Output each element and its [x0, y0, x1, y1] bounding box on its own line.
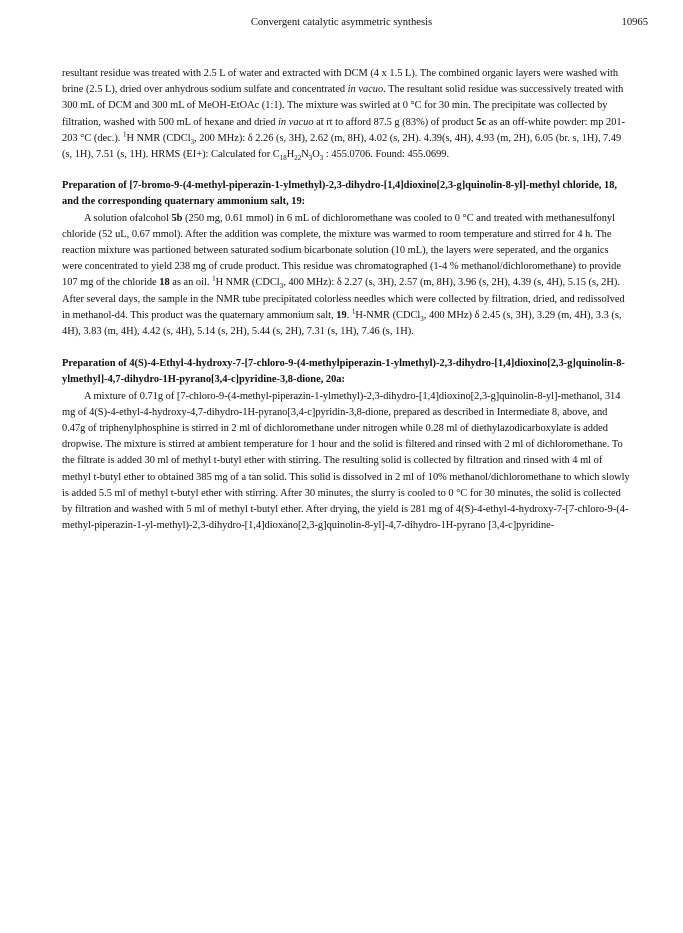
paragraph-salt-19: After several days, the sample in the NMR tube precipitated colorless needles which were collected by filtration, dried, and redissolved in methanol-d4. This product was the quaternary ammonium salt, 19. $^1$H-NMR (CDCl$_3$, 400 MHz) δ 2.45 (s, 3H), 3.29 (m, 4H), 3.3 (s, 4H), 3.83 (m, 4H), 4.42 (s, 4H), 5.14 (s, 2H), 5.44 (s, 2H), 7.31 (s, 1H), 7.46 (s, 1H).: [62, 293, 625, 338]
running-header: [0, 17, 683, 31]
section-heading-18: Preparation of [7-bromo-9-(4-methyl-piperazin-1-ylmethyl)-2,3-dihydro-[1,4]dioxino[2,3-g]quinolin-8-yl]-methyl chloride, 18,: [62, 180, 617, 192]
section-heading-20a: Preparation of 4(S)-4-Ethyl-4-hydroxy-7-[7-chloro-9-(4-methylpiperazin-1-ylmethyl)-2,3-dihydro-[1,4]dioxino[2,3-g]quinolin-8-ylmethyl]-4,7-dihydro-1H-pyrano[3,4-c]pyridine-3,8-dione, 20a:: [62, 358, 625, 386]
paragraph-chloride-18: A solution ofalcohol 5b (250 mg, 0.61 mmol) in 6 mL of dichloromethane was cooled to 0 °C and treated with methanesulfonyl chloride (52 uL, 0.67 mmol). After the addition was complete, the mixture was warmed to room temperature and stirred for 4 h. The reaction mixture was partioned between saturated sodium bicarbonate solution (10 mL), the layers were seperated, and the organics were concentrated to yield 238 mg of crude product. This residue was chromatographed (1-4 % methanol/dichloromethane) to provide 107 mg of the chloride 18 as an oil. $^1$H NMR (CDCl$_3$, 400 MHz): δ 2.27 (s, 3H), 2.57 (m, 8H), 3.96 (s, 2H), 4.39 (s, 4H), 5.15 (s, 2H).: [62, 212, 621, 291]
paragraph-compound-20a: A mixture of 0.71g of [7-chloro-9-(4-methyl-piperazin-1-ylmethyl)-2,3-dihydro-[1,4]dioxino[2,3-g]quinolin-8-yl]-methanol, 314 mg of 4(S)-4-ethyl-4-hydroxy-4,7-dihydro-1H-pyrano[3,4-c]pyridin-3,8-dione, prepared as described in Intermediate 8, above, and 0.47g of triphenylphosphine is stirred in 2 ml of dichloromethane under nitrogen while 0.28 ml of diethylazodicarboxylate is added dropwise. The mixture is stirred at ambient temperature for 1 hour and the solid is filtered and rinsed with 2 ml of dichloromethane. To the filtrate is added 30 ml of methyl t-butyl ether with stirring. The resulting solid is collected by filtration and rinsed with 4 ml of methyl t-butyl ether to obtained 385 mg of a tan solid. This solid is dissolved in 2 ml of 10% methanol/dichloromethane to which slowly is added 5.5 ml of methyl t-butyl ether with stirring. After 30 minutes, the slurry is cooled to 0 °C for 30 minutes, the solid is collected by filtration and washed with 5 ml of methyl t-butyl ether. After drying, the yield is 281 mg of 4(S)-4-ethyl-4-hydroxy-7-[7-chloro-9-(4-methyl-piperazin-1-yl-methyl)-2,3-dihydro-[1,4]dioxano[2,3-g]quinolin-8-yl]-4,7-dihydro-1H-pyrano [3,4-c]pyridine-: [62, 390, 630, 532]
document-body: [62, 66, 630, 534]
paragraph-product-5c: resultant residue was treated with 2.5 L of water and extracted with DCM (4 x 1.5 L). The combined organic layers were washed with brine (2.5 L), dried over anhydrous sodium sulfate and concentrated in vacuo. The resultant solid residue was successively treated with 300 mL of DCM and 300 mL of MeOH-EtOAc (1:1). The mixture was swirled at 0 °C for 30 min. The precipitate was collected by filtration, washed with 500 mL of hexane and dried in vacuo at rt to afford 87.5 g (83%) of product 5c as an off-white powder: mp 201-203 °C (dec.). $^1$H NMR (CDCl$_3$, 200 MHz): δ 2.26 (s, 3H), 2.62 (m, 8H), 4.02 (s, 2H). 4.39(s, 4H), 4.93 (m, 2H), 6.05 (br. s, 1H), 7.49 (s, 1H), 7.51 (s, 1H). HRMS (EI+): Calculated for $C_{18}H_{22}N_3O_3$ : 455.0706. Found: 455.0699.: [62, 68, 626, 163]
section-subheading-19: and the corresponding quaternary ammonium salt, 19:: [62, 196, 306, 208]
page-number: 10965: [621, 17, 648, 28]
running-title: Convergent catalytic asymmetric synthesis: [250, 17, 433, 28]
